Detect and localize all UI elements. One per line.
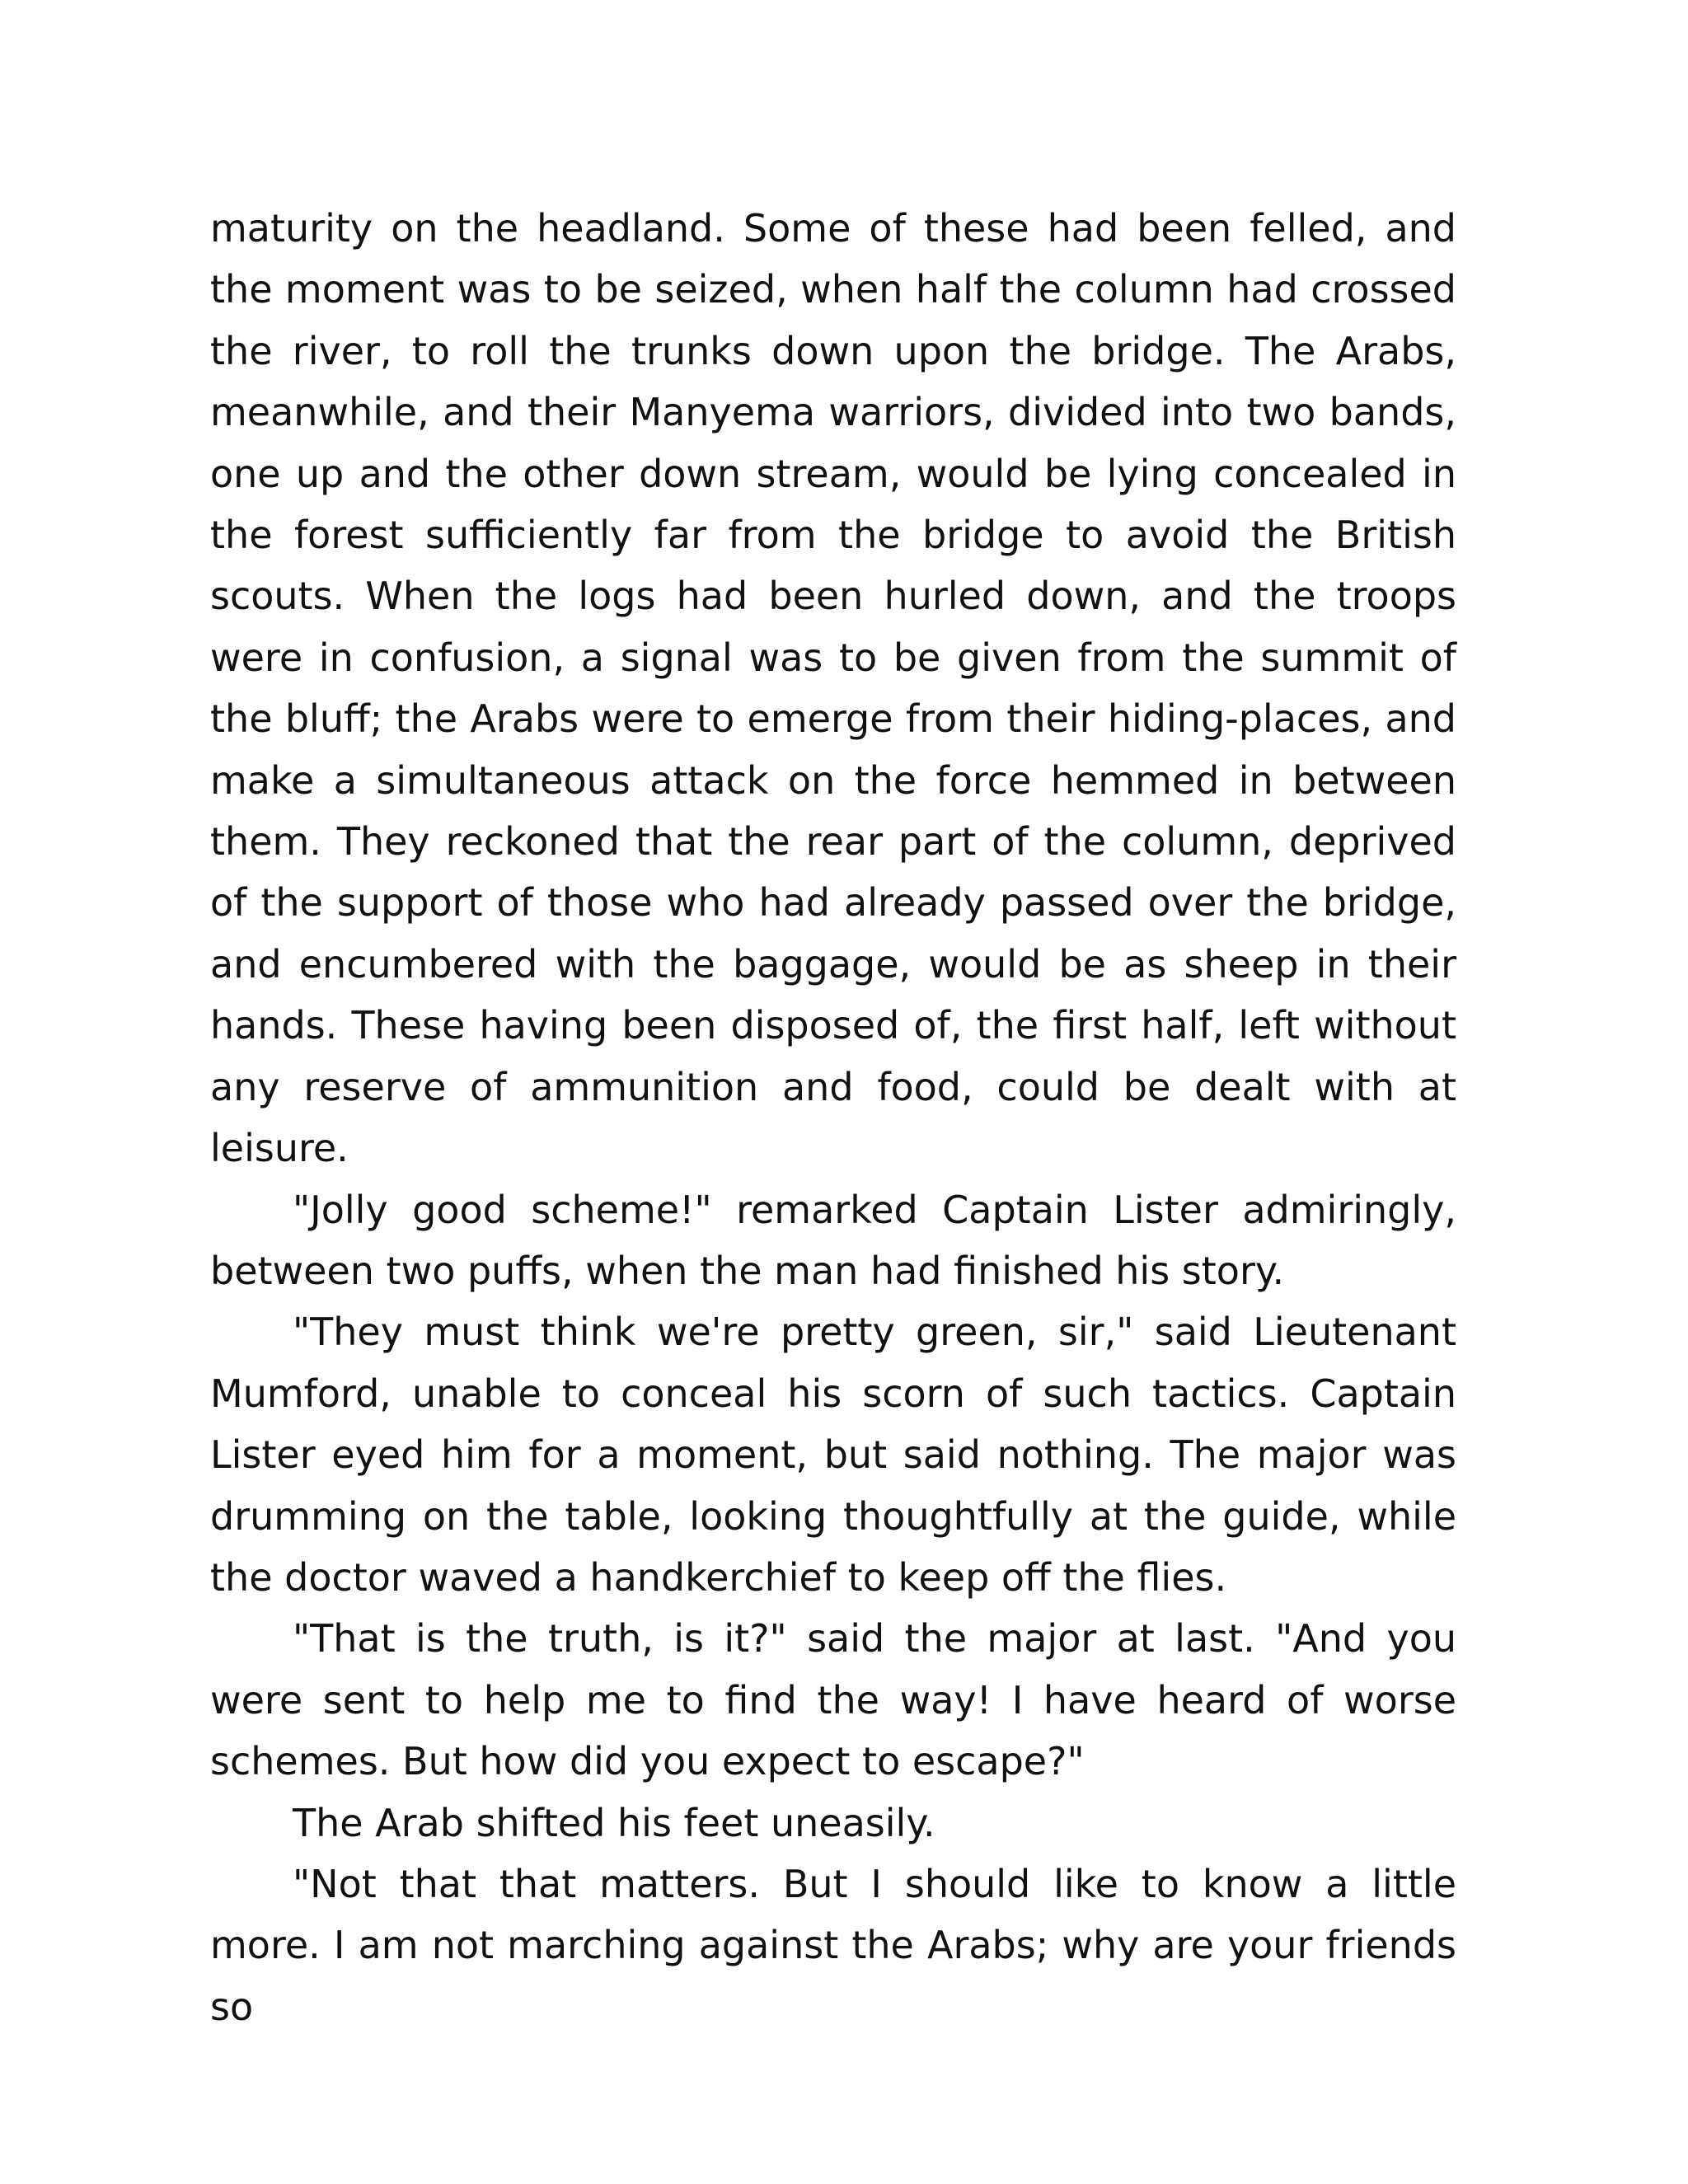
paragraph-mumford-remark: "They must think we're pretty green, sir," said Lieutenant Mumford, unable to conceal his scorn of such tactics. Captain Lister eyed him for a moment, but said nothing. The major was drumming on the table, looking thoughtfully at the guide, while the doctor waved a handkerchief to keep off the flies. xyxy=(210,1310,1456,1600)
paragraph-major-continues: "Not that that matters. But I should like to know a little more. I am not marching against the Arabs; why are your friends so xyxy=(210,1861,1456,2029)
paragraph-lister-remark: "Jolly good scheme!" remarked Captain Lister admiringly, between two puffs, when the man had finished his story. xyxy=(210,1187,1456,1293)
paragraph-arab-shift: The Arab shifted his feet uneasily. xyxy=(293,1800,935,1845)
paragraph-major-question: "That is the truth, is it?" said the major at last. "And you were sent to help me to find the way! I have heard of worse schemes. But how did you expect to escape?" xyxy=(210,1616,1456,1784)
body-text xyxy=(210,198,1456,2037)
paragraph-continuation: maturity on the headland. Some of these had been felled, and the moment was to be seized, when half the column had crossed the river, to roll the trunks down upon the bridge. The Arabs, meanwhile, and their Manyema warriors, divided into two bands, one up and the other down stream, would be lying concealed in the forest sufficiently far from the bridge to avoid the British scouts. When the logs had been hurled down, and the troops were in confusion, a signal was to be given from the summit of the bluff; the Arabs were to emerge from their hiding-places, and make a simultaneous attack on the force hemmed in between them. They reckoned that the rear part of the column, deprived of the support of those who had already passed over the bridge, and encumbered with the baggage, would be as sheep in their hands. These having been disposed of, the first half, left without any reserve of ammunition and food, could be dealt with at leisure. xyxy=(210,206,1456,1171)
